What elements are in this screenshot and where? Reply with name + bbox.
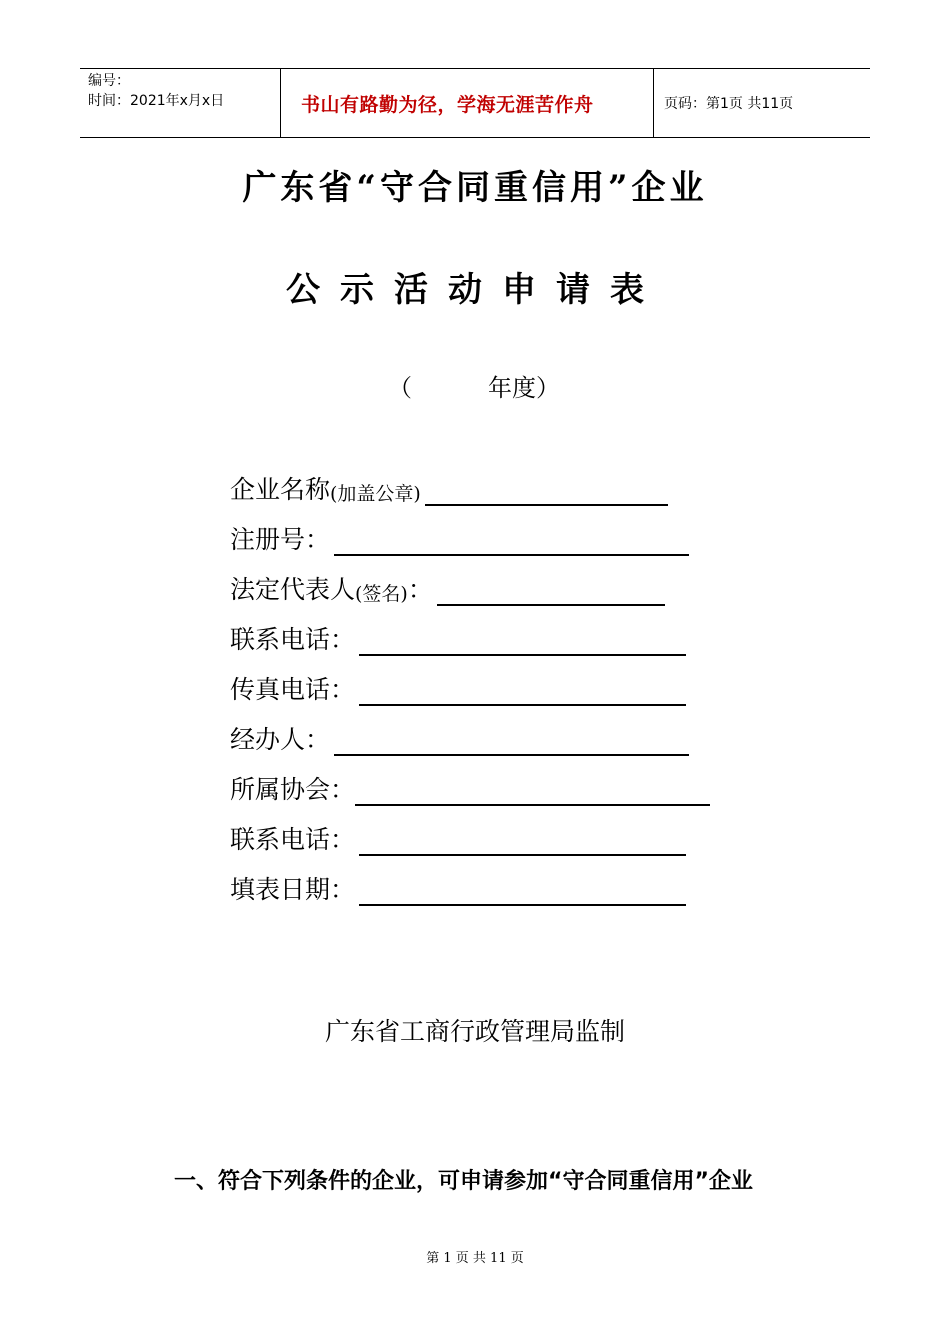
header-page-cell	[654, 69, 870, 137]
fill-in-line[interactable]	[359, 853, 686, 856]
year-open-paren: （	[388, 374, 412, 402]
field-company-name	[230, 470, 668, 506]
field-fill-date	[230, 870, 686, 906]
issuing-organization: 广东省工商行政管理局监制	[324, 1017, 625, 1046]
field-label: 注册号：	[230, 525, 331, 554]
field-handler	[230, 720, 689, 756]
field-label: 法定代表人	[230, 575, 356, 604]
field-note: (签名)	[355, 583, 408, 605]
field-label: 联系电话：	[230, 625, 356, 654]
fill-in-line[interactable]	[359, 653, 686, 656]
fill-in-line[interactable]	[355, 803, 710, 806]
field-contact-phone-2	[230, 820, 686, 856]
field-label: 联系电话：	[230, 825, 356, 854]
field-registration-number	[230, 520, 689, 556]
year-line	[388, 368, 560, 403]
fill-in-line[interactable]	[359, 703, 686, 706]
document-title-line1: 广东省“守合同重信用”企业	[242, 168, 708, 208]
fill-in-line[interactable]	[334, 553, 689, 556]
field-label: 所属协会：	[230, 775, 356, 804]
header-slogan-cell	[281, 69, 654, 137]
document-header-table	[80, 68, 870, 138]
header-meta-cell	[80, 69, 281, 137]
field-label: 经办人：	[230, 725, 331, 754]
year-label: 年度）	[488, 374, 560, 402]
field-association	[230, 770, 710, 806]
field-label: 填表日期：	[230, 875, 356, 904]
section-heading: 一、符合下列条件的企业，可申请参加“守合同重信用”企业	[174, 1169, 753, 1194]
field-label: 传真电话：	[230, 675, 356, 704]
document-number-label: 编号：	[88, 73, 130, 89]
document-time-label: 时间：2021年x月x日	[88, 93, 225, 109]
fill-in-line[interactable]	[359, 903, 686, 906]
field-suffix: ：	[407, 575, 433, 604]
document-title-line2: 公示活动申请表	[286, 270, 664, 310]
fill-in-line[interactable]	[334, 753, 689, 756]
fill-in-line[interactable]	[437, 603, 665, 606]
header-page-info: 页码：第1页 共11页	[664, 96, 794, 112]
field-fax-phone	[230, 670, 686, 706]
header-slogan: 书山有路勤为径，学海无涯苦作舟	[301, 93, 594, 116]
fill-in-line[interactable]	[425, 503, 668, 506]
field-legal-representative	[230, 570, 665, 606]
field-contact-phone	[230, 620, 686, 656]
field-label: 企业名称	[230, 475, 331, 504]
field-note: (加盖公章)	[330, 483, 421, 505]
page-footer: 第 1 页 共 11 页	[426, 1251, 524, 1266]
